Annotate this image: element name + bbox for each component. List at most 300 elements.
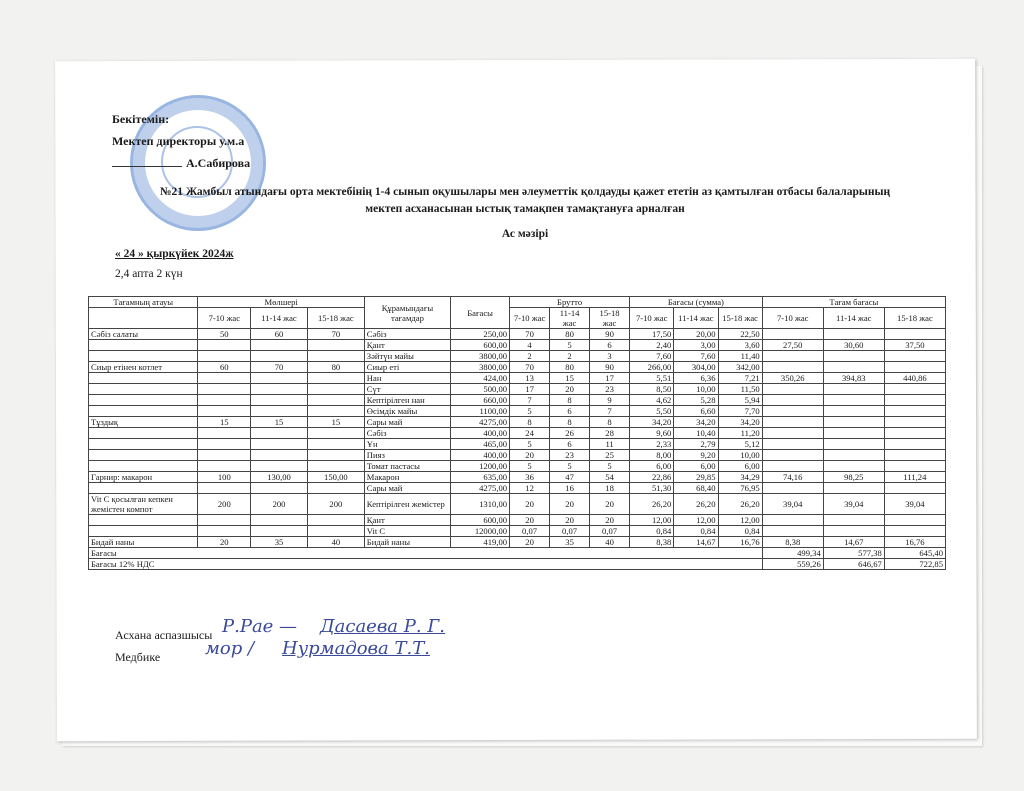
cell-a3: 150,00: [307, 472, 364, 483]
cell-b2: 0,07: [550, 526, 590, 537]
cell-a3: 70: [307, 329, 364, 340]
total-value: 645,40: [884, 548, 945, 559]
cell-s2: 12,00: [674, 515, 718, 526]
header-amount-age3: 15-18 жас: [307, 308, 364, 329]
cell-t1: [762, 417, 823, 428]
cell-s2: 10,00: [674, 384, 718, 395]
week-day-label: 2,4 апта 2 күн: [115, 268, 183, 280]
approval-signature-line: [112, 166, 182, 167]
table-row: [89, 417, 946, 428]
cell-price: 4275,00: [451, 483, 510, 494]
cell-b3: 54: [590, 472, 630, 483]
cell-dish: [89, 428, 198, 439]
cell-t2: [823, 526, 884, 537]
cell-t1: 39,04: [762, 494, 823, 515]
table-row: [89, 373, 946, 384]
cell-a3: 15: [307, 417, 364, 428]
cell-price: 500,00: [451, 384, 510, 395]
cell-t1: [762, 406, 823, 417]
total-value: 577,38: [823, 548, 884, 559]
cell-t3: [884, 526, 945, 537]
cell-s3: 12,00: [718, 515, 762, 526]
cell-s3: 34,29: [718, 472, 762, 483]
cell-s3: 11,50: [718, 384, 762, 395]
cell-s1: 7,60: [630, 351, 674, 362]
cell-s3: 10,00: [718, 450, 762, 461]
cell-a1: [198, 340, 251, 351]
cell-s3: 0,84: [718, 526, 762, 537]
cell-b2: 15: [550, 373, 590, 384]
cell-b1: 7: [510, 395, 550, 406]
cell-a2: [251, 450, 308, 461]
nurse-handwritten-signature: мор /: [205, 638, 255, 659]
cell-s3: 16,76: [718, 537, 762, 548]
approval-label: Бекітемін:: [112, 112, 170, 126]
cell-t2: [823, 406, 884, 417]
cell-a3: [307, 406, 364, 417]
cell-dish: [89, 439, 198, 450]
cell-b1: 5: [510, 406, 550, 417]
title-line-1: №21 Жамбыл атындағы орта мектебінің 1-4 сынып оқушылары мен әлеуметтік қолдауды қажет ететін аз қамтылған отбасы балаларының: [159, 186, 891, 198]
cell-a3: [307, 461, 364, 472]
cell-t3: 16,76: [884, 537, 945, 548]
cell-price: 4275,00: [451, 417, 510, 428]
cell-dish: [89, 395, 198, 406]
cell-dish: [89, 461, 198, 472]
cell-t3: 37,50: [884, 340, 945, 351]
table-row: [89, 395, 946, 406]
table-row: [89, 428, 946, 439]
cell-t1: [762, 329, 823, 340]
cell-s1: 12,00: [630, 515, 674, 526]
cell-t1: [762, 439, 823, 450]
cell-s1: 22,86: [630, 472, 674, 483]
table-row: [89, 406, 946, 417]
table-row: [89, 439, 946, 450]
menu-table: [88, 296, 946, 570]
cell-b2: 16: [550, 483, 590, 494]
cell-s2: 3,00: [674, 340, 718, 351]
cell-s1: 9,60: [630, 428, 674, 439]
total-value: 559,26: [762, 559, 823, 570]
title-line-2: мектеп асханасынан ыстық тамақпен тамақтануға арналған: [365, 203, 685, 215]
cell-b1: 70: [510, 329, 550, 340]
header-total-age1: 7-10 жас: [762, 308, 823, 329]
approval-block: [112, 108, 250, 174]
cell-t2: [823, 329, 884, 340]
cell-b2: 26: [550, 428, 590, 439]
header-price-sum: Бағасы (сумма): [630, 297, 763, 308]
cell-b1: 24: [510, 428, 550, 439]
cell-b2: 20: [550, 384, 590, 395]
cell-a1: [198, 373, 251, 384]
cell-t3: [884, 450, 945, 461]
cell-a1: [198, 351, 251, 362]
cell-s1: 4,62: [630, 395, 674, 406]
cell-a2: [251, 461, 308, 472]
header-dish-price: Тағам бағасы: [762, 297, 945, 308]
cell-b1: 8: [510, 417, 550, 428]
nurse-label: Медбике: [115, 650, 161, 664]
header-total-age3: 15-18 жас: [884, 308, 945, 329]
cell-price: 600,00: [451, 340, 510, 351]
cell-ing: Макарон: [364, 472, 450, 483]
cell-b1: 17: [510, 384, 550, 395]
total-label: Бағасы 12% НДС: [89, 559, 763, 570]
cell-s2: 2,79: [674, 439, 718, 450]
cell-t1: [762, 395, 823, 406]
cell-t1: [762, 384, 823, 395]
cell-s1: 5,51: [630, 373, 674, 384]
cell-t3: 39,04: [884, 494, 945, 515]
cell-s3: 34,20: [718, 417, 762, 428]
cell-b3: 20: [590, 494, 630, 515]
cell-s3: 7,21: [718, 373, 762, 384]
cell-dish: Бидай наны: [89, 537, 198, 548]
cell-t3: [884, 362, 945, 373]
cell-s2: 34,20: [674, 417, 718, 428]
cell-a1: 15: [198, 417, 251, 428]
header-amount: Мөлшері: [198, 297, 364, 308]
cell-b2: 20: [550, 494, 590, 515]
cell-s2: 304,00: [674, 362, 718, 373]
cell-dish: [89, 384, 198, 395]
cell-a1: [198, 483, 251, 494]
cell-ing: Сәбіз: [364, 428, 450, 439]
cell-s2: 20,00: [674, 329, 718, 340]
cell-a3: [307, 450, 364, 461]
cell-dish: [89, 526, 198, 537]
cell-b1: 0,07: [510, 526, 550, 537]
cell-b2: 6: [550, 406, 590, 417]
cell-s3: 26,20: [718, 494, 762, 515]
cell-ing: Зәйтүн майы: [364, 351, 450, 362]
cell-b3: 20: [590, 515, 630, 526]
cell-a2: 35: [251, 537, 308, 548]
cell-a1: [198, 526, 251, 537]
cell-t2: [823, 483, 884, 494]
cell-price: 250,00: [451, 329, 510, 340]
cell-ing: Сәбіз: [364, 329, 450, 340]
header-brutto: Брутто: [510, 297, 630, 308]
table-row: [89, 537, 946, 548]
cell-s3: 11,20: [718, 428, 762, 439]
cell-t2: [823, 461, 884, 472]
cell-a1: 60: [198, 362, 251, 373]
cell-s3: 6,00: [718, 461, 762, 472]
cell-t2: 14,67: [823, 537, 884, 548]
cell-b2: 5: [550, 340, 590, 351]
cell-t2: [823, 362, 884, 373]
cell-t1: [762, 450, 823, 461]
cell-b3: 11: [590, 439, 630, 450]
cell-ing: Сиыр еті: [364, 362, 450, 373]
cell-t3: [884, 329, 945, 340]
cell-a2: 60: [251, 329, 308, 340]
cell-dish: Сәбіз салаты: [89, 329, 198, 340]
cell-t2: [823, 395, 884, 406]
cell-s2: 7,60: [674, 351, 718, 362]
cell-b2: 20: [550, 515, 590, 526]
cell-ing: Нан: [364, 373, 450, 384]
cell-price: 3800,00: [451, 351, 510, 362]
cell-t3: [884, 461, 945, 472]
cell-a3: 40: [307, 537, 364, 548]
cell-s2: 0,84: [674, 526, 718, 537]
cell-ing: Сары май: [364, 483, 450, 494]
cell-t1: [762, 483, 823, 494]
cook-handwritten-signature: Р.Рае —: [222, 616, 298, 637]
cell-s2: 68,40: [674, 483, 718, 494]
cell-a3: [307, 439, 364, 450]
cell-a2: [251, 340, 308, 351]
cell-s2: 5,28: [674, 395, 718, 406]
cell-t3: [884, 515, 945, 526]
cell-a3: [307, 340, 364, 351]
cell-b3: 3: [590, 351, 630, 362]
total-row: [89, 559, 946, 570]
table-row: [89, 526, 946, 537]
cell-t2: 39,04: [823, 494, 884, 515]
cell-ing: Томат пастасы: [364, 461, 450, 472]
cell-a3: [307, 526, 364, 537]
cell-s1: 17,50: [630, 329, 674, 340]
cell-b1: 13: [510, 373, 550, 384]
cell-b3: 9: [590, 395, 630, 406]
cell-a3: [307, 428, 364, 439]
header-price: Бағасы: [451, 297, 510, 329]
cell-a1: [198, 406, 251, 417]
cell-b3: 40: [590, 537, 630, 548]
table-row: [89, 340, 946, 351]
cell-ing: Бидай наны: [364, 537, 450, 548]
cell-t2: [823, 515, 884, 526]
cell-b2: 6: [550, 439, 590, 450]
cell-t3: [884, 439, 945, 450]
cell-t3: [884, 417, 945, 428]
cell-s1: 8,00: [630, 450, 674, 461]
cell-b3: 8: [590, 417, 630, 428]
cell-price: 1200,00: [451, 461, 510, 472]
cell-s3: 5,94: [718, 395, 762, 406]
cell-a1: 100: [198, 472, 251, 483]
cell-b2: 35: [550, 537, 590, 548]
cell-b1: 20: [510, 515, 550, 526]
cell-price: 3800,00: [451, 362, 510, 373]
cell-price: 400,00: [451, 428, 510, 439]
cell-a2: [251, 428, 308, 439]
cell-s2: 9,20: [674, 450, 718, 461]
header-brutto-age1: 7-10 жас: [510, 308, 550, 329]
cell-b2: 2: [550, 351, 590, 362]
cell-b2: 80: [550, 362, 590, 373]
cell-a2: 130,00: [251, 472, 308, 483]
cell-t3: 440,86: [884, 373, 945, 384]
header-amount-age1: 7-10 жас: [198, 308, 251, 329]
cell-s1: 0,84: [630, 526, 674, 537]
cell-dish: [89, 450, 198, 461]
menu-table-body: [89, 329, 946, 570]
cook-signature-block: [115, 628, 212, 643]
table-row: [89, 362, 946, 373]
cell-s2: 6,60: [674, 406, 718, 417]
cell-a1: 20: [198, 537, 251, 548]
cell-a1: [198, 461, 251, 472]
cell-dish: [89, 351, 198, 362]
cell-price: 1100,00: [451, 406, 510, 417]
cell-t2: [823, 428, 884, 439]
cell-a3: [307, 373, 364, 384]
cell-b1: 20: [510, 494, 550, 515]
cell-a3: 80: [307, 362, 364, 373]
cell-b1: 20: [510, 450, 550, 461]
cell-dish: Vit C қосылған кепкен жемістен компот: [89, 494, 198, 515]
cell-t1: 74,16: [762, 472, 823, 483]
cell-b2: 80: [550, 329, 590, 340]
menu-title: Ас мәзірі: [501, 228, 549, 240]
cell-a2: [251, 483, 308, 494]
total-label: Бағасы: [89, 548, 763, 559]
cell-s1: 51,30: [630, 483, 674, 494]
cell-a1: [198, 395, 251, 406]
header-sum-age1: 7-10 жас: [630, 308, 674, 329]
cell-t1: [762, 428, 823, 439]
menu-date: « 24 » қыркүйек 2024ж: [115, 248, 234, 260]
cell-s3: 7,70: [718, 406, 762, 417]
cell-b1: 36: [510, 472, 550, 483]
cell-t1: [762, 461, 823, 472]
cell-t1: 8,38: [762, 537, 823, 548]
cell-b3: 90: [590, 329, 630, 340]
cell-s1: 26,20: [630, 494, 674, 515]
cell-b2: 47: [550, 472, 590, 483]
cell-a3: [307, 384, 364, 395]
cell-t1: 27,50: [762, 340, 823, 351]
cell-b1: 20: [510, 537, 550, 548]
cell-a3: 200: [307, 494, 364, 515]
cell-a2: [251, 351, 308, 362]
cell-t3: [884, 483, 945, 494]
table-row: [89, 351, 946, 362]
cell-a1: 200: [198, 494, 251, 515]
cell-ing: Қант: [364, 515, 450, 526]
cell-ing: Vit C: [364, 526, 450, 537]
cell-a3: [307, 515, 364, 526]
table-row: [89, 384, 946, 395]
cell-a2: [251, 526, 308, 537]
cell-dish: [89, 373, 198, 384]
cell-dish: Гарнир: макарон: [89, 472, 198, 483]
cell-dish: [89, 340, 198, 351]
cell-price: 660,00: [451, 395, 510, 406]
cell-t2: 98,25: [823, 472, 884, 483]
cell-dish: [89, 406, 198, 417]
cell-a1: [198, 384, 251, 395]
header-ingredients: Құрамындағы тағамдар: [364, 297, 450, 329]
cell-s1: 266,00: [630, 362, 674, 373]
cell-t1: [762, 362, 823, 373]
total-value: 722,85: [884, 559, 945, 570]
cell-dish: Сиыр етінен котлет: [89, 362, 198, 373]
cell-t3: [884, 428, 945, 439]
cell-b3: 17: [590, 373, 630, 384]
cell-a3: [307, 351, 364, 362]
cell-s3: 11,40: [718, 351, 762, 362]
cell-a2: [251, 373, 308, 384]
cell-ing: Қант: [364, 340, 450, 351]
nurse-handwritten-name: Нурмадова Т.Т.: [282, 638, 430, 659]
header-amount-age2: 11-14 жас: [251, 308, 308, 329]
cell-s2: 26,20: [674, 494, 718, 515]
cell-s2: 10,40: [674, 428, 718, 439]
cell-b3: 23: [590, 384, 630, 395]
cell-a2: [251, 406, 308, 417]
cell-t1: [762, 351, 823, 362]
cell-b3: 28: [590, 428, 630, 439]
cell-a2: [251, 395, 308, 406]
cell-s1: 5,50: [630, 406, 674, 417]
cell-ing: Пияз: [364, 450, 450, 461]
cell-a1: [198, 428, 251, 439]
cell-a2: [251, 384, 308, 395]
approval-position: Мектеп директоры у.м.а: [112, 134, 245, 148]
cell-ing: Сары май: [364, 417, 450, 428]
cell-b3: 90: [590, 362, 630, 373]
header-total-age2: 11-14 жас: [823, 308, 884, 329]
cell-s1: 2,40: [630, 340, 674, 351]
cell-price: 1310,00: [451, 494, 510, 515]
cell-b1: 12: [510, 483, 550, 494]
cell-ing: Өсімдік майы: [364, 406, 450, 417]
header-dish: Тағамның атауы: [89, 297, 198, 308]
cell-t3: 111,24: [884, 472, 945, 483]
cell-s3: 3,60: [718, 340, 762, 351]
cell-a3: [307, 483, 364, 494]
table-row: [89, 483, 946, 494]
cell-a2: 15: [251, 417, 308, 428]
cell-s2: 6,36: [674, 373, 718, 384]
cell-a1: [198, 515, 251, 526]
cell-s1: 8,50: [630, 384, 674, 395]
cell-a2: 70: [251, 362, 308, 373]
header-sum-age3: 15-18 жас: [718, 308, 762, 329]
cell-price: 635,00: [451, 472, 510, 483]
cell-a3: [307, 395, 364, 406]
cell-ing: Кептірілген жемістер: [364, 494, 450, 515]
cell-a1: 50: [198, 329, 251, 340]
cell-b2: 23: [550, 450, 590, 461]
cell-a2: [251, 439, 308, 450]
cell-a2: 200: [251, 494, 308, 515]
cell-b3: 0,07: [590, 526, 630, 537]
table-row: [89, 494, 946, 515]
cell-s2: 29,85: [674, 472, 718, 483]
cell-s2: 6,00: [674, 461, 718, 472]
cell-b3: 6: [590, 340, 630, 351]
cell-s3: 22,50: [718, 329, 762, 340]
cell-price: 600,00: [451, 515, 510, 526]
cell-t3: [884, 384, 945, 395]
cell-b2: 8: [550, 417, 590, 428]
cell-b3: 18: [590, 483, 630, 494]
total-value: 499,34: [762, 548, 823, 559]
cell-t3: [884, 395, 945, 406]
cell-t2: 394,83: [823, 373, 884, 384]
cell-s1: 8,38: [630, 537, 674, 548]
total-row: [89, 548, 946, 559]
cell-s3: 76,95: [718, 483, 762, 494]
header-sum-age2: 11-14 жас: [674, 308, 718, 329]
